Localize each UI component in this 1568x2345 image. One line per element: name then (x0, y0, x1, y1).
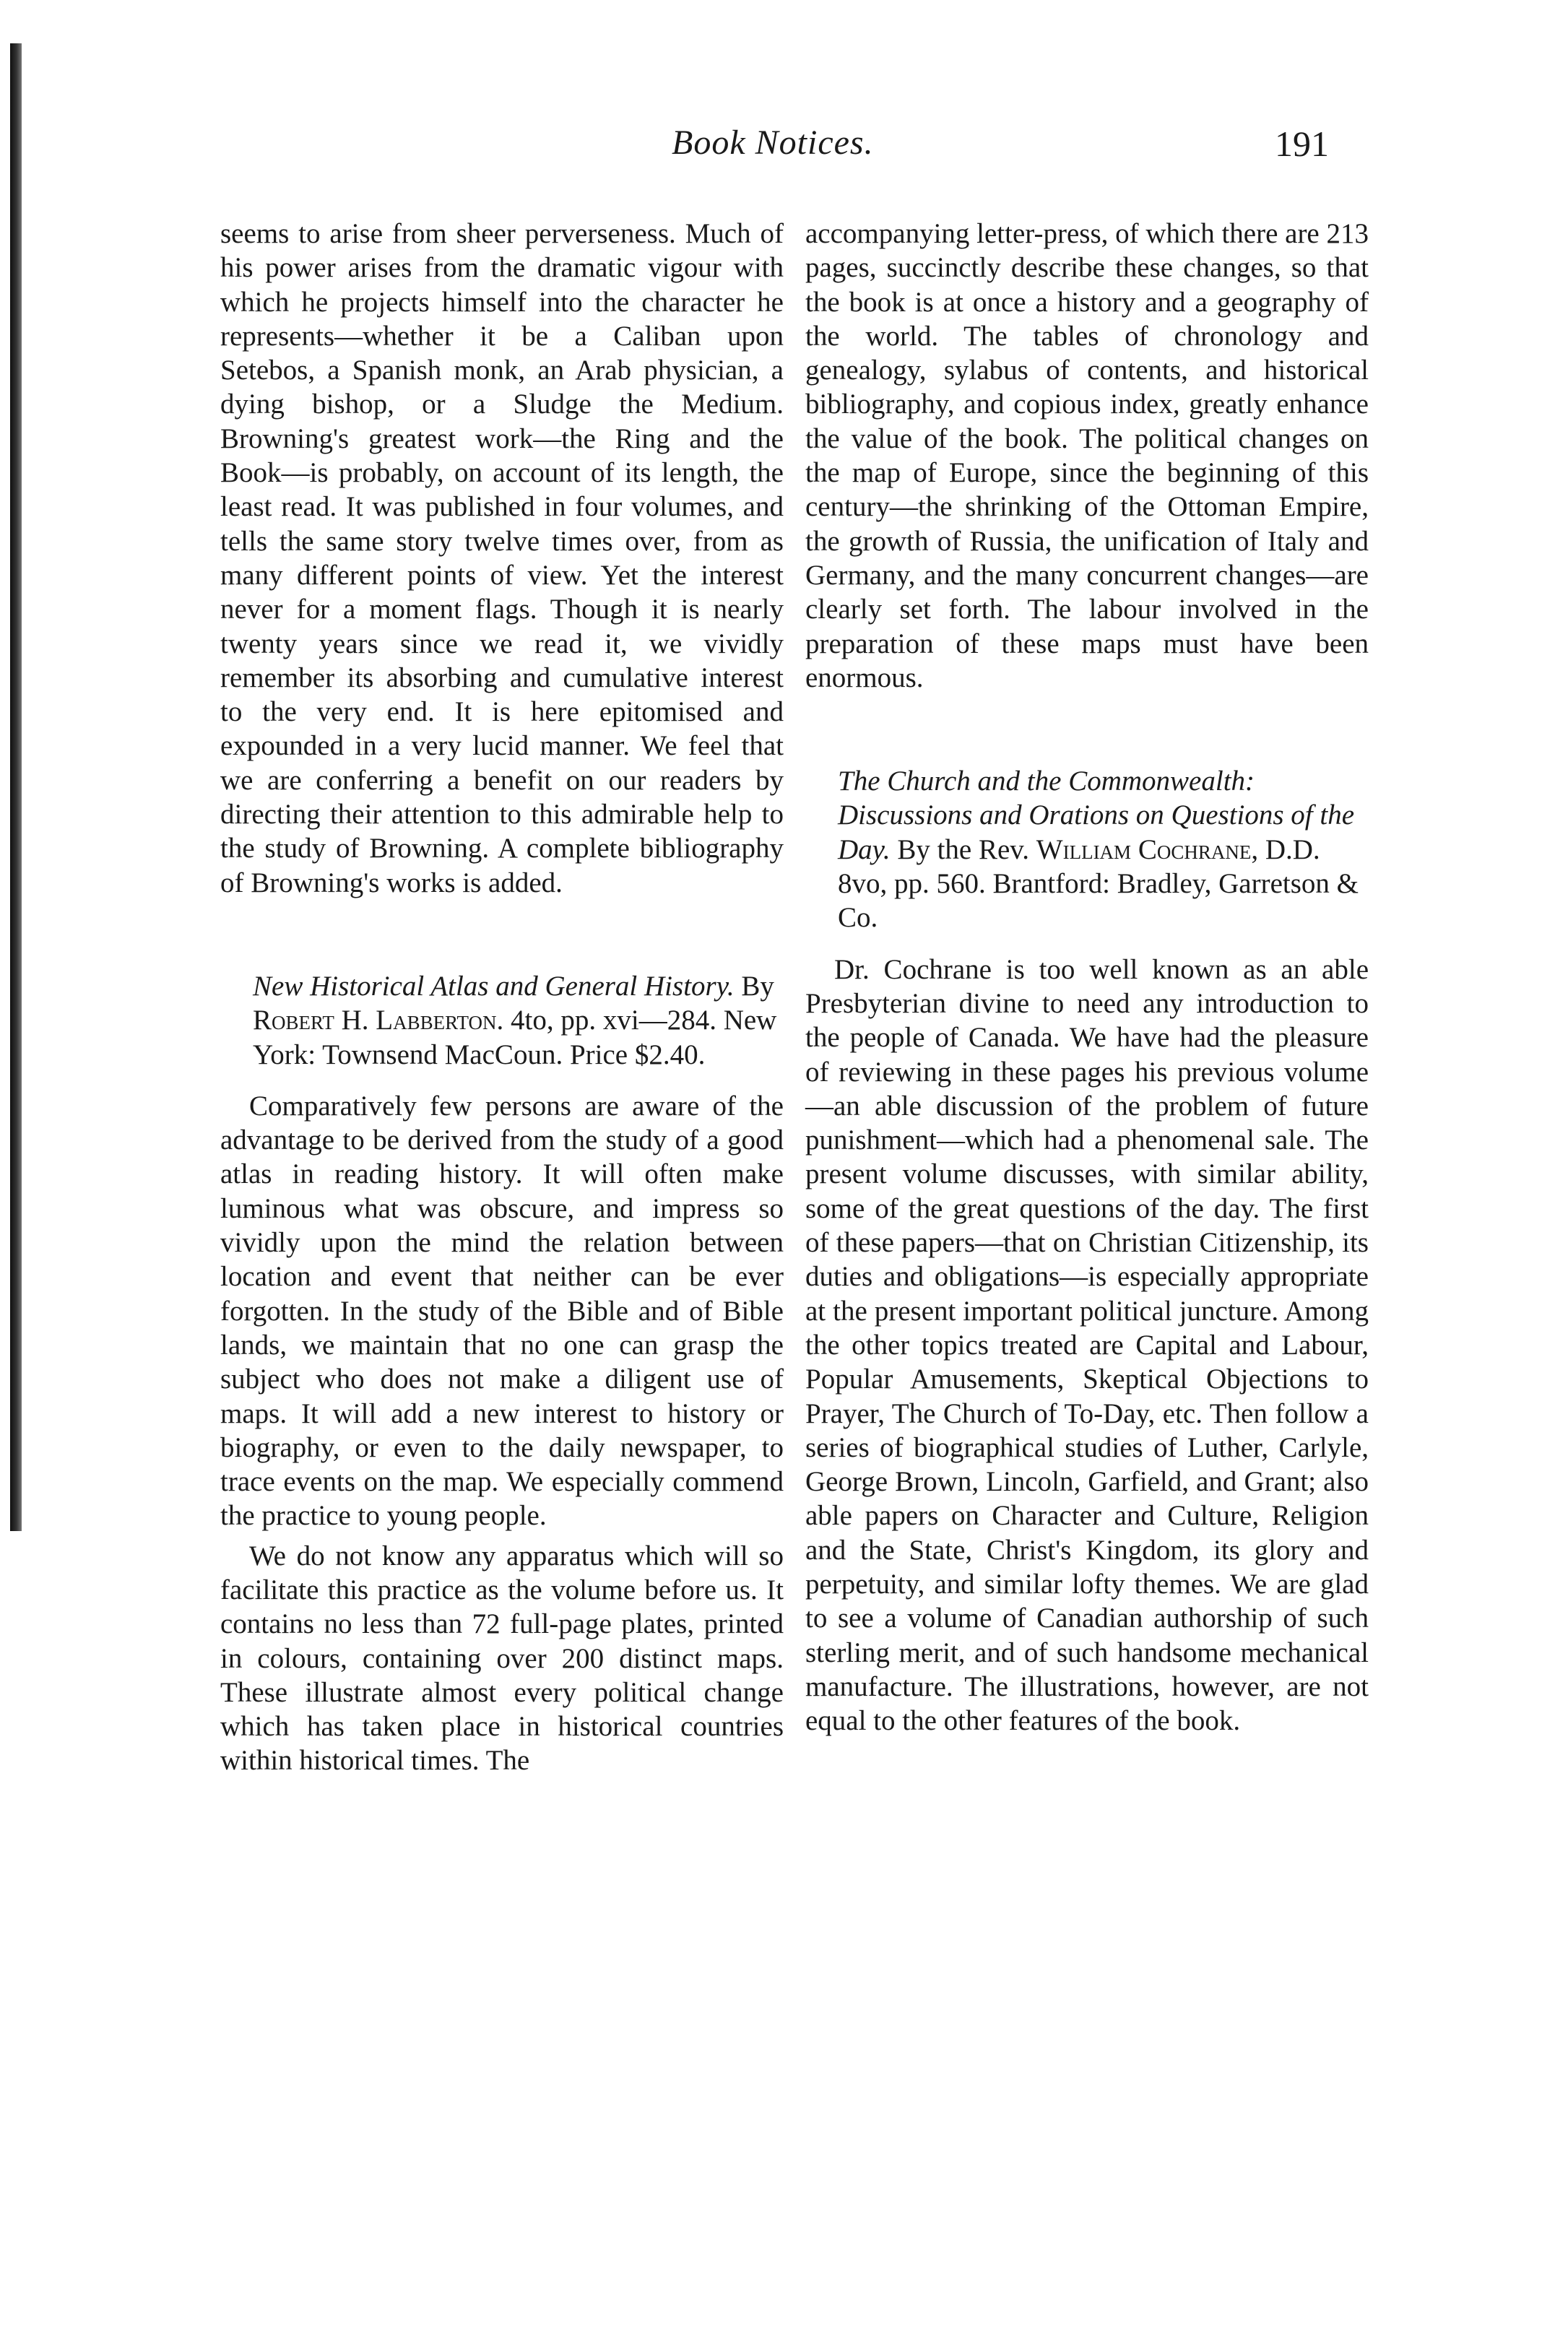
page-header (0, 123, 1568, 181)
review-atlas-paragraph-1: Comparatively few persons are aware of the advantage to be derived from the study of a good atlas in reading history. It will often make luminous what was obscure, and impress so vividly upon the mind the relation between location and event that neither can be ever forgotten. In the study of the Bible and of Bible lands, we maintain that no one can grasp the subject who does not make a diligent use of maps. It will add a new interest to history or biography, or even to the daily newspaper, to trace events on the map. We especially commend the practice to young people. (220, 1090, 784, 1532)
right-column (805, 217, 1369, 1738)
review-atlas-paragraph-2: We do not know any apparatus which will so facilitate this practice as the volume before us. It contains no less than 72 full-page plates, printed in colours, containing over 200 distinct maps. These illustrate almost every political change which has taken place in historical countries within historical times. The (220, 1540, 784, 1777)
review-atlas-continued: accompanying letter-press, of which there are 213 pages, succinctly describe these changes, so that the book is at once a history and a geography of the world. The tables of chronology and genealogy, sylabus of contents, and historical bibliography, and copious index, greatly enhance the value of the book. The political changes on the map of Europe, since the beginning of this century—the shrinking of the Ottoman Empire, the growth of Russia, the unification of Italy and Germany, and the many concurrent changes—are clearly set forth. The labour involved in the preparation of these maps must have been enormous. (805, 218, 1369, 693)
book-entry-atlas (220, 969, 784, 1072)
running-head: Book Notices. (672, 123, 874, 162)
page-number: 191 (1275, 123, 1329, 164)
book-entry-church-commonwealth (805, 764, 1369, 935)
book-binding-edge (10, 43, 22, 1531)
left-column (220, 217, 784, 1778)
book-author: William Cochrane, D.D. (1036, 833, 1320, 865)
book-by: By the Rev. (897, 833, 1030, 865)
review-browning-ending: seems to arise from sheer perverseness. Much of his power arises from the dramatic vigour with which he projects himself into the character he represents—whether it be a Caliban upon Setebos, a Spanish monk, an Arab physician, a dying bishop, or a Sludge the Medium. Browning's greatest work—the Ring and the Book—is probably, on account of its length, the least read. It was published in four volumes, and tells the same story twelve times over, from as many different points of view. Yet the interest never for a moment flags. Though it is nearly twenty years since we read it, we vividly remember its absorbing and cumulative interest to the very end. It is here epitomised and expounded in a very lucid manner. We feel that we are conferring a benefit on our readers by directing their attention to this admirable help to the study of Browning. A complete bibliography of Browning's works is added. (220, 218, 784, 898)
book-details: 4to, pp. xvi—284. New York: Townsend MacCoun. Price $2.40. (253, 1005, 777, 1070)
review-cochrane-paragraph: Dr. Cochrane is too well known as an able Presbyterian divine to need any introduction to the people of Canada. We have had the pleasure of reviewing in these pages his previous volume—an able discussion of the problem of future punishment—which had a phenomenal sale. The present volume discusses, with similar ability, some of the great questions of the day. The first of these papers—that on Christian Citizenship, its duties and obligations—is especially appropriate at the present important political juncture. Among the other topics treated are Capital and Labour, Popular Amusements, Skeptical Objections to Prayer, The Church of To-Day, etc. Then follow a series of biographical studies of Luther, Carlyle, George Brown, Lincoln, Garfield, and Grant; also able papers on Character and Culture, Religion and the State, Christ's Kingdom, its glory and perpetuity, and similar lofty themes. We are glad to see a volume of Canadian authorship of such sterling merit, and of such handsome mechanical manufacture. The illustrations, however, are not equal to the other features of the book. (805, 953, 1369, 1737)
book-details: 8vo, pp. 560. Brantford: Bradley, Garretson & Co. (838, 868, 1359, 934)
book-title: New Historical Atlas and General History. (253, 970, 735, 1002)
book-title: The Church and the Commonwealth: Discussions and Orations on Questions of the Day. (838, 766, 1355, 865)
book-author: Robert H. Labberton. (253, 1005, 504, 1036)
book-by: By (741, 970, 774, 1002)
